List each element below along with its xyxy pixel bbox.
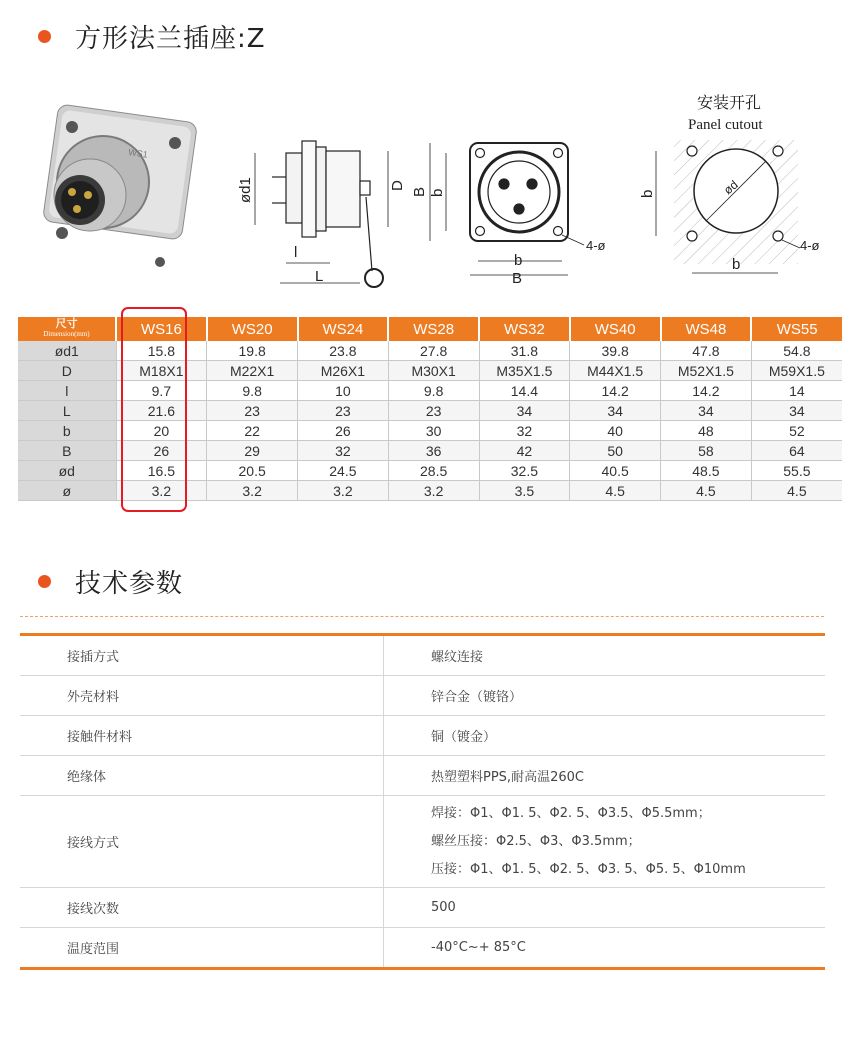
tech-value-line: 压接：Φ1、Φ1. 5、Φ2. 5、Φ3. 5、Φ5. 5、Φ10mm	[431, 861, 746, 877]
label-l: l	[294, 244, 298, 261]
model-header: WS40	[570, 317, 661, 341]
tech-key: 接触件材料	[20, 716, 384, 756]
tech-value	[384, 796, 826, 888]
tech-key: 外壳材料	[20, 676, 384, 716]
front-view-drawing	[430, 143, 584, 275]
dimension-cell: 32	[479, 421, 570, 441]
technical-drawings	[0, 85, 860, 300]
tech-key: 接线次数	[20, 888, 384, 928]
dimension-row-label: ød	[18, 461, 116, 481]
dimension-cell: M59X1.5	[751, 361, 842, 381]
dimension-cell: 34	[661, 401, 752, 421]
dimension-cell: 23	[207, 401, 298, 421]
dimension-cell: 34	[751, 401, 842, 421]
section-title-tech	[38, 563, 183, 600]
dimension-cell: 47.8	[661, 341, 752, 361]
tech-key: 温度范围	[20, 928, 384, 969]
dimension-cell: 26	[116, 441, 207, 461]
dimension-row-label: B	[18, 441, 116, 461]
dimension-cell: 23	[388, 401, 479, 421]
dimension-cell: 31.8	[479, 341, 570, 361]
dimension-cell: 64	[751, 441, 842, 461]
tech-params-table	[20, 633, 825, 970]
label-b-cutout-horiz: b	[732, 256, 741, 273]
tech-row	[20, 796, 825, 888]
tech-value	[384, 716, 826, 756]
panel-cutout-title-zh: 安装开孔	[697, 93, 762, 112]
tech-value	[384, 928, 826, 969]
label-B-vert: B	[411, 186, 428, 197]
dimension-cell: M44X1.5	[570, 361, 661, 381]
dimension-row-label: ød1	[18, 341, 116, 361]
dimension-cell: 24.5	[298, 461, 389, 481]
dimension-cell: 55.5	[751, 461, 842, 481]
dimension-cell: 14.4	[479, 381, 570, 401]
tech-value-line: -40°C~+ 85°C	[431, 940, 526, 955]
label-b-cutout-vert: b	[639, 189, 656, 198]
tech-row	[20, 676, 825, 716]
dimension-cell: 27.8	[388, 341, 479, 361]
tech-value-line: 铜（镀金）	[431, 730, 497, 745]
model-header: WS24	[298, 317, 389, 341]
dimension-cell: 14	[751, 381, 842, 401]
model-header: WS48	[661, 317, 752, 341]
dimension-cell: 3.2	[116, 481, 207, 501]
dimension-cell: 28.5	[388, 461, 479, 481]
dimension-header-cell	[18, 317, 116, 341]
dimension-row-label: L	[18, 401, 116, 421]
dimension-cell: 39.8	[570, 341, 661, 361]
label-B-horiz: B	[512, 270, 523, 287]
label-b-vert: b	[429, 188, 446, 197]
dimension-cell: 9.8	[388, 381, 479, 401]
dimension-cell: 10	[298, 381, 389, 401]
bullet-dot-icon	[38, 575, 51, 588]
tech-value-line: 热塑塑料PPS,耐高温260C	[431, 770, 584, 785]
dimension-cell: 23.8	[298, 341, 389, 361]
label-L: L	[315, 268, 324, 285]
label-hole-front: 4-ø	[586, 238, 606, 253]
tech-row	[20, 888, 825, 928]
dimension-cell: 54.8	[751, 341, 842, 361]
model-header: WS55	[751, 317, 842, 341]
model-header: WS28	[388, 317, 479, 341]
model-header: WS16	[116, 317, 207, 341]
dimension-cell: 9.7	[116, 381, 207, 401]
dimension-cell: M18X1	[116, 361, 207, 381]
dimension-cell: 4.5	[570, 481, 661, 501]
tech-value-line: 焊接：Φ1、Φ1. 5、Φ2. 5、Φ3.5、Φ5.5mm；	[431, 805, 711, 821]
dimension-cell: 20.5	[207, 461, 298, 481]
dimension-cell: 23	[298, 401, 389, 421]
dimension-cell: 14.2	[661, 381, 752, 401]
section-title-text: 技术参数	[75, 569, 184, 599]
dimension-cell: M52X1.5	[661, 361, 752, 381]
dimension-row-label: D	[18, 361, 116, 381]
bullet-dot-icon	[38, 30, 51, 43]
tech-row	[20, 928, 825, 969]
side-view-drawing	[255, 141, 388, 287]
dimension-cell: 21.6	[116, 401, 207, 421]
label-D-side: D	[389, 180, 406, 191]
dashed-divider	[20, 616, 824, 617]
dimension-cell: 48	[661, 421, 752, 441]
dimension-cell: 50	[570, 441, 661, 461]
dimension-cell: 58	[661, 441, 752, 461]
label-d-cutout: ød	[720, 177, 741, 198]
tech-key: 接线方式	[20, 796, 384, 888]
dimension-cell: M35X1.5	[479, 361, 570, 381]
dimension-cell: 3.2	[388, 481, 479, 501]
tech-value	[384, 676, 826, 716]
model-header: WS32	[479, 317, 570, 341]
dimension-cell: 29	[207, 441, 298, 461]
dimension-cell: 30	[388, 421, 479, 441]
dimension-header-zh: 尺寸	[55, 318, 78, 330]
dimension-cell: 3.5	[479, 481, 570, 501]
dimension-cell: 26	[298, 421, 389, 441]
dimension-cell: 40.5	[570, 461, 661, 481]
tech-value-line: 螺丝压接：Φ2.5、Φ3、Φ3.5mm；	[431, 833, 641, 849]
dimension-cell: 9.8	[207, 381, 298, 401]
dimension-cell: 32	[298, 441, 389, 461]
dimension-cell: 16.5	[116, 461, 207, 481]
tech-value	[384, 888, 826, 928]
dimension-row-label: l	[18, 381, 116, 401]
section-title-connector	[38, 18, 266, 55]
dimension-cell: 14.2	[570, 381, 661, 401]
dimension-cell: 40	[570, 421, 661, 441]
tech-value-line: 锌合金（镀铬）	[431, 690, 523, 705]
tech-value-line: 500	[431, 900, 456, 915]
dimension-row-label: b	[18, 421, 116, 441]
dimension-cell: M22X1	[207, 361, 298, 381]
dimension-cell: 15.8	[116, 341, 207, 361]
dimension-cell: 34	[479, 401, 570, 421]
dimension-cell: 3.2	[298, 481, 389, 501]
dimension-cell: 32.5	[479, 461, 570, 481]
dimension-cell: M26X1	[298, 361, 389, 381]
tech-key: 接插方式	[20, 635, 384, 676]
tech-value	[384, 635, 826, 676]
tech-params-body	[20, 635, 825, 969]
ws16-highlight-box	[121, 307, 187, 512]
panel-cutout-title-en: Panel cutout	[688, 117, 763, 133]
dimension-header-en: Dimension(mm)	[43, 330, 90, 338]
dimension-cell: M30X1	[388, 361, 479, 381]
dimension-cell: 48.5	[661, 461, 752, 481]
label-b-horiz: b	[514, 252, 523, 269]
model-header: WS20	[207, 317, 298, 341]
dimension-cell: 34	[570, 401, 661, 421]
tech-row	[20, 635, 825, 676]
tech-value	[384, 756, 826, 796]
dimension-cell: 3.2	[207, 481, 298, 501]
tech-value-line: 螺纹连接	[431, 650, 484, 665]
product-photo	[42, 104, 197, 267]
label-d1: ød1	[237, 177, 254, 203]
tech-row	[20, 756, 825, 796]
dimension-cell: 22	[207, 421, 298, 441]
dimension-cell: 4.5	[661, 481, 752, 501]
dimension-cell: 42	[479, 441, 570, 461]
dimension-cell: 4.5	[751, 481, 842, 501]
dimension-cell: 19.8	[207, 341, 298, 361]
dimension-cell: 52	[751, 421, 842, 441]
label-hole-cutout: 4-ø	[800, 238, 820, 253]
panel-cutout-drawing	[656, 140, 800, 273]
dimension-cell: 20	[116, 421, 207, 441]
dimension-cell: 36	[388, 441, 479, 461]
tech-key: 绝缘体	[20, 756, 384, 796]
dimension-row-label: ø	[18, 481, 116, 501]
tech-row	[20, 716, 825, 756]
section-title-text: 方形法兰插座:Z	[75, 24, 266, 54]
product-brand-text: WS1	[127, 147, 149, 160]
